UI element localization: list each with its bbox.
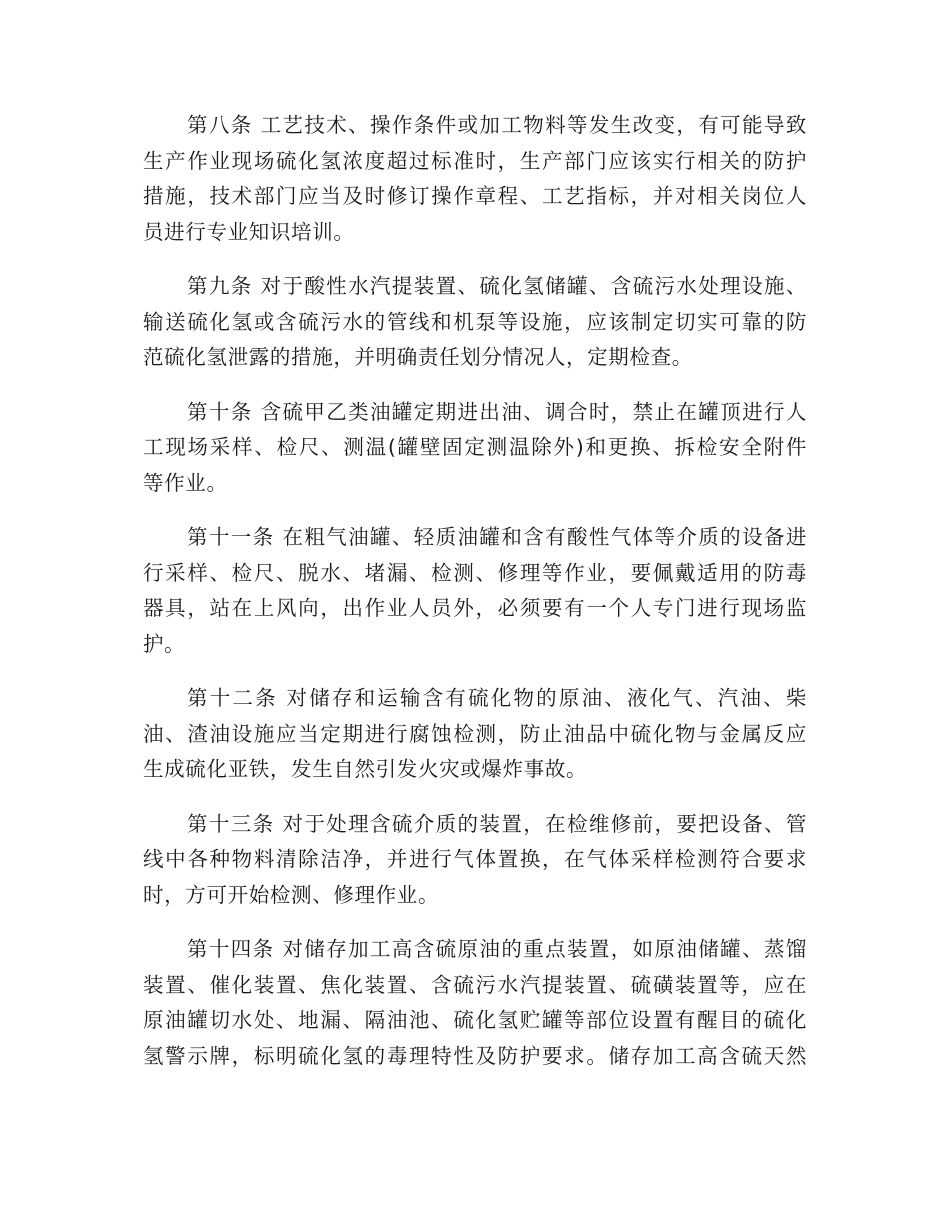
paragraph-line: 时，方可开始检测、修理作业。: [143, 882, 440, 907]
article-paragraph: [143, 807, 807, 914]
paragraph-line: 第九条 对于酸性水汽提装置、硫化氢储罐、含硫污水处理设施、: [187, 274, 807, 298]
paragraph-line: 等作业。: [143, 470, 228, 495]
paragraph-line: 第十三条 对于处理含硫介质的装置，在检维修前，要把设备、管: [187, 811, 807, 836]
paragraph-line: 行采样、检尺、脱水、堵漏、检测、修理等作业，要佩戴适用的防毒: [143, 560, 807, 585]
paragraph-line: 线中各种物料清除洁净，并进行气体置换，在气体采样检测符合要求: [143, 847, 807, 871]
paragraph-line: 第十四条 对储存加工高含硫原油的重点装置，如原油储罐、蒸馏: [187, 937, 807, 961]
paragraph-line: 油、渣油设施应当定期进行腐蚀检测，防止油品中硫化物与金属反应: [143, 721, 807, 746]
article-paragraph: [143, 932, 807, 1074]
paragraph-line: 员进行专业知识培训。: [143, 219, 355, 244]
article-paragraph: [143, 520, 807, 662]
paragraph-line: 范硫化氢泄露的措施，并明确责任划分情况人，定期检查。: [143, 345, 693, 369]
paragraph-line: 第十一条 在粗气油罐、轻质油罐和含有酸性气体等介质的设备进: [187, 525, 807, 549]
paragraph-line: 生成硫化亚铁，发生自然引发火灾或爆炸事故。: [143, 757, 588, 781]
document-body: [143, 108, 807, 1093]
paragraph-line: 措施，技术部门应当及时修订操作章程、工艺指标，并对相关岗位人: [143, 184, 807, 208]
paragraph-line: 工现场采样、检尺、测温(罐壁固定测温除外)和更换、拆检安全附件: [143, 435, 807, 459]
paragraph-line: 第八条 工艺技术、操作条件或加工物料等发生改变，有可能导致: [187, 113, 807, 137]
paragraph-line: 生产作业现场硫化氢浓度超过标准时，生产部门应该实行相关的防护: [143, 148, 807, 173]
article-paragraph: [143, 681, 807, 788]
article-paragraph: [143, 108, 807, 250]
paragraph-line: 输送硫化氢或含硫污水的管线和机泵等设施，应该制定切实可靠的防: [143, 309, 807, 334]
article-paragraph: [143, 269, 807, 376]
paragraph-line: 原油罐切水处、地漏、隔油池、硫化氢贮罐等部位设置有醒目的硫化: [143, 1008, 807, 1032]
paragraph-line: 第十条 含硫甲乙类油罐定期进出油、调合时，禁止在罐顶进行人: [187, 399, 807, 424]
paragraph-line: 器具，站在上风向，出作业人员外，必须要有一个人专门进行现场监: [143, 596, 807, 620]
paragraph-line: 装置、催化装置、焦化装置、含硫污水汽提装置、硫磺装置等，应在: [143, 972, 807, 997]
paragraph-line: 第十二条 对储存和运输含有硫化物的原油、液化气、汽油、柴: [187, 686, 807, 710]
paragraph-line: 护。: [143, 631, 186, 656]
paragraph-line: 氢警示牌，标明硫化氢的毒理特性及防护要求。储存加工高含硫天然: [143, 1043, 807, 1068]
article-paragraph: [143, 395, 807, 502]
